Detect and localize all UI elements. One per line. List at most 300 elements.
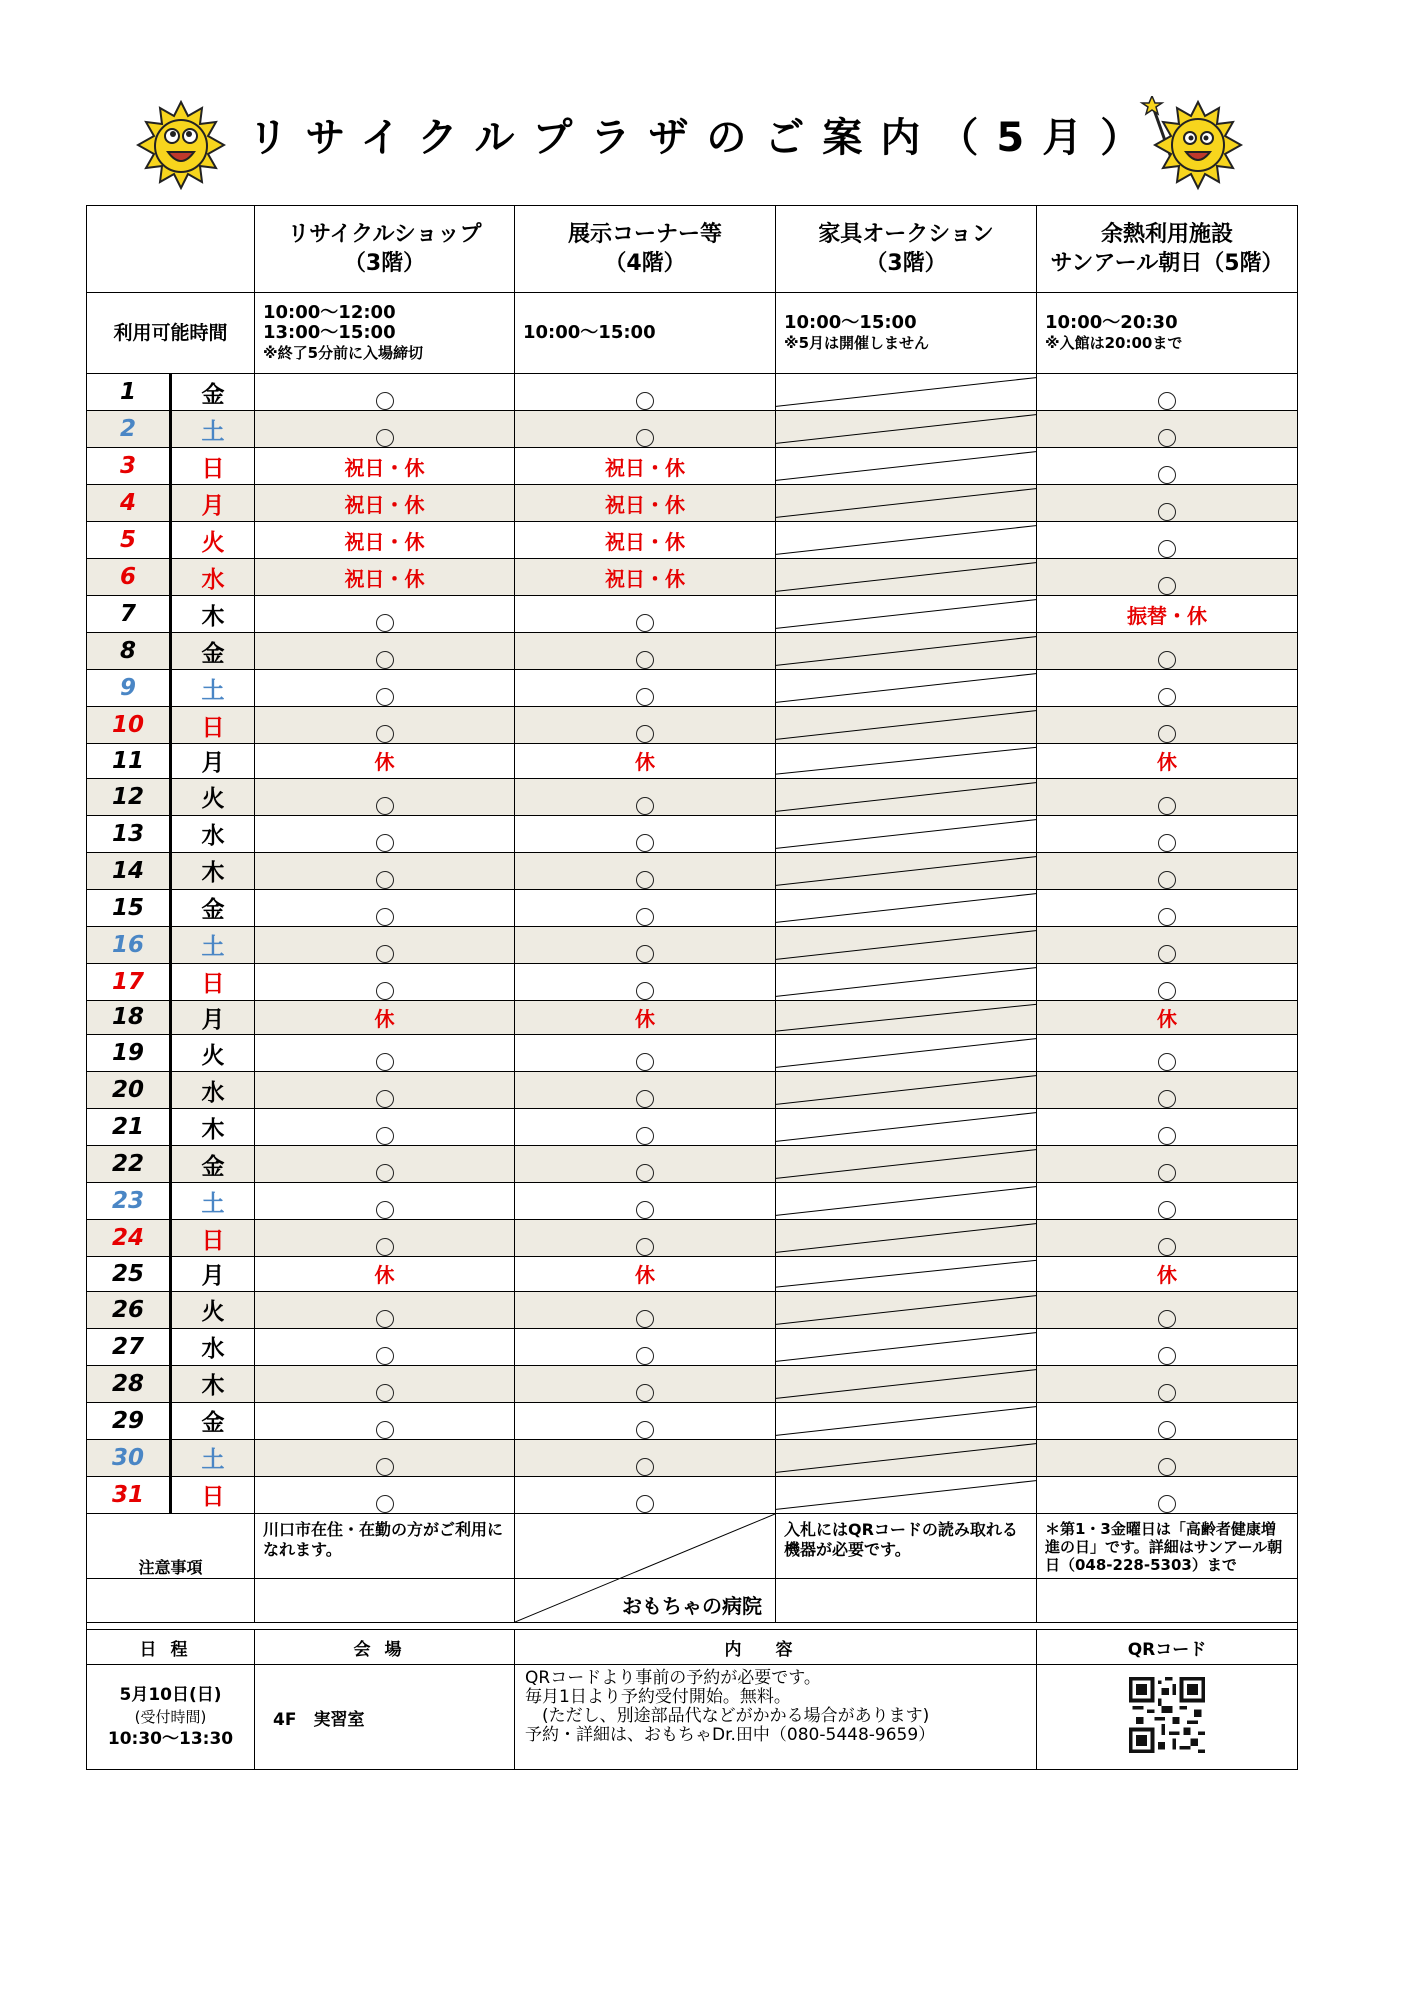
- diagonal-line: [776, 1146, 1036, 1182]
- open-circle-icon: [376, 1090, 394, 1108]
- open-circle-icon: [636, 1458, 654, 1476]
- open-circle-icon: [1158, 1495, 1176, 1513]
- diagonal-line: [776, 1183, 1036, 1219]
- open-circle-icon: [636, 725, 654, 743]
- hospital-col-qr: QRコード: [1037, 1630, 1298, 1665]
- day-row: [87, 485, 1298, 522]
- status-auction-empty: [776, 633, 1037, 670]
- open-circle-icon: [1158, 725, 1176, 743]
- open-circle-icon: [1158, 797, 1176, 815]
- day-weekday: 木: [171, 1109, 255, 1146]
- closed-label: 祝日・休: [605, 492, 685, 517]
- day-weekday: 月: [171, 485, 255, 522]
- hours-row: [87, 293, 1298, 374]
- status-auction-empty: [776, 448, 1037, 485]
- status-heat: [1037, 852, 1298, 889]
- status-shop: [255, 1365, 515, 1402]
- status-exhibit: [515, 815, 776, 852]
- diagonal-line: [776, 374, 1036, 410]
- status-shop: [255, 448, 515, 485]
- hospital-col-content: 内容: [515, 1630, 1037, 1665]
- day-number: 28: [87, 1365, 171, 1402]
- diagonal-line: [776, 559, 1036, 595]
- diagonal-line: [776, 448, 1036, 484]
- status-exhibit: [515, 1328, 776, 1365]
- open-circle-icon: [376, 834, 394, 852]
- closed-label: 休: [635, 1263, 655, 1288]
- status-heat: [1037, 926, 1298, 963]
- day-weekday: 火: [171, 1035, 255, 1072]
- status-exhibit: [515, 926, 776, 963]
- page-title: リサイクルプラザのご案内（5月）: [248, 115, 1159, 161]
- status-heat: [1037, 448, 1298, 485]
- day-weekday: 水: [171, 1328, 255, 1365]
- status-auction-empty: [776, 670, 1037, 707]
- diagonal-line: [776, 1220, 1036, 1256]
- header-blank: [87, 206, 255, 293]
- status-heat: [1037, 1035, 1298, 1072]
- status-heat: [1037, 596, 1298, 633]
- open-circle-icon: [376, 429, 394, 447]
- status-shop: [255, 1328, 515, 1365]
- open-circle-icon: [376, 1053, 394, 1071]
- status-shop: [255, 778, 515, 815]
- closed-label: 休: [374, 1263, 395, 1288]
- open-circle-icon: [376, 871, 394, 889]
- status-shop: [255, 963, 515, 1000]
- status-shop: [255, 596, 515, 633]
- day-number: 23: [87, 1183, 171, 1220]
- day-weekday: 土: [171, 1183, 255, 1220]
- diagonal-line: [776, 633, 1036, 669]
- day-weekday: 火: [171, 1291, 255, 1328]
- open-circle-icon: [1158, 688, 1176, 706]
- status-heat: [1037, 1365, 1298, 1402]
- day-number: 3: [87, 448, 171, 485]
- status-heat: [1037, 707, 1298, 744]
- diagonal-line: [776, 1001, 1036, 1035]
- day-number: 16: [87, 926, 171, 963]
- day-row: [87, 963, 1298, 1000]
- day-number: 9: [87, 670, 171, 707]
- status-heat: [1037, 1328, 1298, 1365]
- status-heat: [1037, 1476, 1298, 1513]
- status-shop: [255, 670, 515, 707]
- status-heat: [1037, 1072, 1298, 1109]
- status-exhibit: [515, 1439, 776, 1476]
- status-exhibit: [515, 1257, 776, 1292]
- day-number: 27: [87, 1328, 171, 1365]
- status-heat: [1037, 374, 1298, 411]
- day-number: 26: [87, 1291, 171, 1328]
- closed-label: 祝日・休: [605, 455, 685, 480]
- day-number: 8: [87, 633, 171, 670]
- open-circle-icon: [636, 651, 654, 669]
- day-weekday: 水: [171, 815, 255, 852]
- status-auction-empty: [776, 852, 1037, 889]
- hospital-venue: 4F 実習室: [255, 1665, 515, 1770]
- closed-label: 祝日・休: [605, 566, 685, 591]
- status-exhibit: [515, 1035, 776, 1072]
- day-number: 22: [87, 1146, 171, 1183]
- open-circle-icon: [636, 1164, 654, 1182]
- open-circle-icon: [376, 1421, 394, 1439]
- day-row: [87, 1257, 1298, 1292]
- status-auction-empty: [776, 485, 1037, 522]
- closed-label: 祝日・休: [344, 529, 425, 554]
- day-weekday: 日: [171, 963, 255, 1000]
- day-weekday: 火: [171, 522, 255, 559]
- day-number: 2: [87, 411, 171, 448]
- open-circle-icon: [376, 1458, 394, 1476]
- open-circle-icon: [1158, 1201, 1176, 1219]
- status-exhibit: [515, 1146, 776, 1183]
- day-number: 6: [87, 559, 171, 596]
- day-number: 10: [87, 707, 171, 744]
- open-circle-icon: [376, 1347, 394, 1365]
- status-auction-empty: [776, 815, 1037, 852]
- diagonal-line: [776, 1329, 1036, 1365]
- open-circle-icon: [376, 945, 394, 963]
- closed-label: 休: [635, 1006, 655, 1031]
- day-row: [87, 559, 1298, 596]
- day-weekday: 日: [171, 1220, 255, 1257]
- notes-heat: ＊第1・3金曜日は「高齢者健康増進の日」です。詳細はサンアール朝日（048-228-5303）まで: [1037, 1513, 1298, 1622]
- status-shop: [255, 1183, 515, 1220]
- status-shop: [255, 1257, 515, 1292]
- open-circle-icon: [636, 1238, 654, 1256]
- day-row: [87, 633, 1298, 670]
- status-exhibit: [515, 1402, 776, 1439]
- closed-label: 休: [635, 750, 655, 775]
- day-number: 17: [87, 963, 171, 1000]
- header-row: [87, 206, 1298, 293]
- open-circle-icon: [1158, 1127, 1176, 1145]
- open-circle-icon: [636, 1053, 654, 1071]
- day-row: [87, 1146, 1298, 1183]
- status-auction-empty: [776, 963, 1037, 1000]
- open-circle-icon: [1158, 503, 1176, 521]
- day-number: 20: [87, 1072, 171, 1109]
- status-shop: [255, 1476, 515, 1513]
- day-number: 21: [87, 1109, 171, 1146]
- open-circle-icon: [636, 1347, 654, 1365]
- open-circle-icon: [376, 1310, 394, 1328]
- open-circle-icon: [636, 1384, 654, 1402]
- status-shop: [255, 889, 515, 926]
- status-heat: [1037, 744, 1298, 779]
- open-circle-icon: [376, 908, 394, 926]
- day-weekday: 金: [171, 633, 255, 670]
- status-shop: [255, 852, 515, 889]
- title-row: [130, 92, 1250, 182]
- status-auction-empty: [776, 1072, 1037, 1109]
- closed-label: 祝日・休: [344, 455, 425, 480]
- status-shop: [255, 707, 515, 744]
- status-heat: [1037, 889, 1298, 926]
- open-circle-icon: [376, 1495, 394, 1513]
- hours-shop: 10:00～12:00 13:00～15:00 ※終了5分前に入場締切: [255, 293, 515, 374]
- status-shop: [255, 1000, 515, 1035]
- open-circle-icon: [376, 688, 394, 706]
- qr-code-icon[interactable]: [1129, 1677, 1205, 1753]
- status-auction-empty: [776, 1000, 1037, 1035]
- day-number: 5: [87, 522, 171, 559]
- day-row: [87, 778, 1298, 815]
- open-circle-icon: [1158, 871, 1176, 889]
- open-circle-icon: [1158, 1421, 1176, 1439]
- hospital-title: おもちゃの病院: [87, 1579, 1298, 1630]
- open-circle-icon: [376, 651, 394, 669]
- status-auction-empty: [776, 1291, 1037, 1328]
- closed-label: 休: [1157, 1263, 1177, 1288]
- open-circle-icon: [376, 725, 394, 743]
- hours-label: 利用可能時間: [87, 293, 255, 374]
- status-shop: [255, 1439, 515, 1476]
- day-row: [87, 374, 1298, 411]
- day-weekday: 火: [171, 778, 255, 815]
- status-auction-empty: [776, 926, 1037, 963]
- status-heat: [1037, 815, 1298, 852]
- diagonal-line: [776, 1109, 1036, 1145]
- diagonal-line: [776, 1257, 1036, 1291]
- diagonal-line: [776, 816, 1036, 852]
- hours-heat: 10:00～20:30 ※入館は20:00まで: [1037, 293, 1298, 374]
- status-auction-empty: [776, 1402, 1037, 1439]
- status-shop: [255, 522, 515, 559]
- diagonal-line: [776, 522, 1036, 558]
- status-auction-empty: [776, 411, 1037, 448]
- open-circle-icon: [1158, 1090, 1176, 1108]
- open-circle-icon: [636, 871, 654, 889]
- diagonal-line: [776, 890, 1036, 926]
- status-exhibit: [515, 411, 776, 448]
- open-circle-icon: [376, 1238, 394, 1256]
- open-circle-icon: [636, 1310, 654, 1328]
- status-auction-empty: [776, 1328, 1037, 1365]
- day-number: 13: [87, 815, 171, 852]
- status-shop: [255, 1291, 515, 1328]
- status-exhibit: [515, 522, 776, 559]
- closed-label: 休: [374, 1006, 395, 1031]
- status-auction-empty: [776, 1183, 1037, 1220]
- hospital-content: QRコードより事前の予約が必要です。 毎月1日より予約受付開始。無料。 (ただし、別途部品代などがかかる場合があります) 予約・詳細は、おもちゃDr.田中（080-5448-9659）: [515, 1665, 1037, 1770]
- day-row: [87, 889, 1298, 926]
- open-circle-icon: [1158, 1384, 1176, 1402]
- day-row: [87, 1220, 1298, 1257]
- open-circle-icon: [1158, 540, 1176, 558]
- open-circle-icon: [636, 982, 654, 1000]
- status-heat: [1037, 522, 1298, 559]
- status-heat: [1037, 1220, 1298, 1257]
- status-heat: [1037, 1183, 1298, 1220]
- day-weekday: 土: [171, 926, 255, 963]
- day-number: 24: [87, 1220, 171, 1257]
- day-number: 29: [87, 1402, 171, 1439]
- day-row: [87, 926, 1298, 963]
- closed-label: 休: [1157, 750, 1177, 775]
- diagonal-line: [776, 1366, 1036, 1402]
- status-auction-empty: [776, 559, 1037, 596]
- day-row: [87, 1000, 1298, 1035]
- status-shop: [255, 559, 515, 596]
- closed-label: 休: [1157, 1006, 1177, 1031]
- open-circle-icon: [376, 614, 394, 632]
- status-shop: [255, 374, 515, 411]
- open-circle-icon: [376, 982, 394, 1000]
- diagonal-line: [776, 1072, 1036, 1108]
- day-weekday: 木: [171, 596, 255, 633]
- status-auction-empty: [776, 374, 1037, 411]
- diagonal-line: [776, 1035, 1036, 1071]
- status-heat: [1037, 1291, 1298, 1328]
- open-circle-icon: [1158, 392, 1176, 410]
- status-heat: [1037, 559, 1298, 596]
- open-circle-icon: [1158, 1347, 1176, 1365]
- open-circle-icon: [376, 1384, 394, 1402]
- status-exhibit: [515, 889, 776, 926]
- day-weekday: 土: [171, 1439, 255, 1476]
- status-exhibit: [515, 1476, 776, 1513]
- status-exhibit: [515, 559, 776, 596]
- day-weekday: 水: [171, 559, 255, 596]
- closed-label: 休: [374, 750, 395, 775]
- status-heat: [1037, 1402, 1298, 1439]
- day-number: 7: [87, 596, 171, 633]
- day-number: 4: [87, 485, 171, 522]
- open-circle-icon: [376, 392, 394, 410]
- status-exhibit: [515, 852, 776, 889]
- hospital-col-date: 日程: [87, 1630, 255, 1665]
- status-shop: [255, 411, 515, 448]
- diagonal-line: [776, 744, 1036, 778]
- diagonal-line: [776, 670, 1036, 706]
- day-row: [87, 744, 1298, 779]
- day-weekday: 金: [171, 1402, 255, 1439]
- open-circle-icon: [376, 797, 394, 815]
- day-weekday: 月: [171, 1000, 255, 1035]
- col-exhibit-header: 展示コーナー等 （4階）: [515, 206, 776, 293]
- open-circle-icon: [636, 1090, 654, 1108]
- status-exhibit: [515, 1291, 776, 1328]
- day-row: [87, 1035, 1298, 1072]
- status-auction-empty: [776, 778, 1037, 815]
- day-number: 15: [87, 889, 171, 926]
- diagonal-line: [776, 927, 1036, 963]
- mascot-left-icon: [136, 100, 226, 190]
- diagonal-line: [776, 1403, 1036, 1439]
- status-exhibit: [515, 670, 776, 707]
- open-circle-icon: [636, 392, 654, 410]
- open-circle-icon: [636, 1421, 654, 1439]
- status-heat: [1037, 963, 1298, 1000]
- status-exhibit: [515, 1109, 776, 1146]
- open-circle-icon: [1158, 1164, 1176, 1182]
- status-auction-empty: [776, 1439, 1037, 1476]
- status-shop: [255, 1035, 515, 1072]
- status-auction-empty: [776, 889, 1037, 926]
- hours-exhibit: 10:00～15:00: [515, 293, 776, 374]
- status-auction-empty: [776, 1365, 1037, 1402]
- open-circle-icon: [636, 1127, 654, 1145]
- diagonal-line: [776, 1477, 1036, 1513]
- status-exhibit: [515, 1183, 776, 1220]
- day-weekday: 日: [171, 448, 255, 485]
- status-shop: [255, 1109, 515, 1146]
- open-circle-icon: [636, 908, 654, 926]
- day-row: [87, 1291, 1298, 1328]
- diagonal-line: [776, 853, 1036, 889]
- day-weekday: 木: [171, 852, 255, 889]
- day-row: [87, 1365, 1298, 1402]
- day-row: [87, 707, 1298, 744]
- status-auction-empty: [776, 522, 1037, 559]
- open-circle-icon: [636, 797, 654, 815]
- day-weekday: 土: [171, 411, 255, 448]
- col-shop-header: リサイクルショップ （3階）: [255, 206, 515, 293]
- open-circle-icon: [1158, 1458, 1176, 1476]
- day-number: 25: [87, 1257, 171, 1292]
- diagonal-line: [776, 411, 1036, 447]
- diagonal-line: [776, 707, 1036, 743]
- diagonal-line: [776, 779, 1036, 815]
- closed-label: 祝日・休: [344, 566, 425, 591]
- hospital-date: 5月10日(日) (受付時間) 10:30～13:30: [87, 1665, 255, 1770]
- status-shop: [255, 1146, 515, 1183]
- day-row: [87, 1476, 1298, 1513]
- status-exhibit: [515, 707, 776, 744]
- day-row: [87, 1439, 1298, 1476]
- open-circle-icon: [636, 1201, 654, 1219]
- day-weekday: 金: [171, 889, 255, 926]
- diagonal-line: [776, 596, 1036, 632]
- open-circle-icon: [1158, 945, 1176, 963]
- status-heat: [1037, 411, 1298, 448]
- toy-hospital-table: [86, 1578, 1298, 1770]
- schedule-table: [86, 205, 1298, 1623]
- day-number: 18: [87, 1000, 171, 1035]
- notes-auction: 入札にはQRコードの読み取れる機器が必要です。: [776, 1513, 1037, 1622]
- open-circle-icon: [636, 1495, 654, 1513]
- status-heat: [1037, 1146, 1298, 1183]
- day-row: [87, 1183, 1298, 1220]
- day-row: [87, 852, 1298, 889]
- status-heat: [1037, 670, 1298, 707]
- open-circle-icon: [376, 1201, 394, 1219]
- day-weekday: 月: [171, 744, 255, 779]
- status-auction-empty: [776, 1220, 1037, 1257]
- status-exhibit: [515, 744, 776, 779]
- status-exhibit: [515, 1000, 776, 1035]
- hospital-col-venue: 会場: [255, 1630, 515, 1665]
- day-number: 19: [87, 1035, 171, 1072]
- notes-label: 注意事項: [87, 1513, 255, 1622]
- status-heat: [1037, 485, 1298, 522]
- status-shop: [255, 1220, 515, 1257]
- col-auction-header: 家具オークション （3階）: [776, 206, 1037, 293]
- open-circle-icon: [1158, 429, 1176, 447]
- status-exhibit: [515, 448, 776, 485]
- day-rows: [87, 374, 1298, 1514]
- open-circle-icon: [636, 945, 654, 963]
- status-shop: [255, 633, 515, 670]
- day-number: 14: [87, 852, 171, 889]
- status-shop: [255, 485, 515, 522]
- status-heat: [1037, 778, 1298, 815]
- day-row: [87, 448, 1298, 485]
- day-weekday: 金: [171, 1146, 255, 1183]
- open-circle-icon: [1158, 651, 1176, 669]
